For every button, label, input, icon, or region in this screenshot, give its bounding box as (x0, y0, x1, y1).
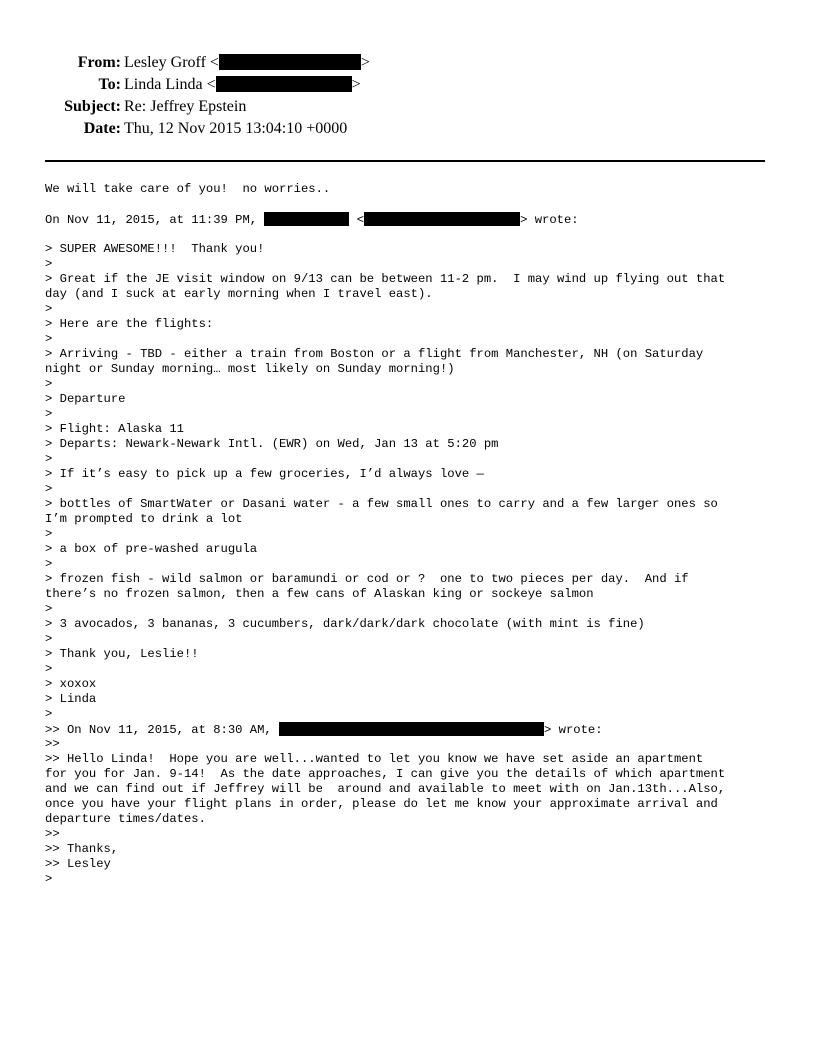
quoted-line: > (45, 332, 53, 346)
quoted-line: > a box of pre-washed arugula (45, 542, 258, 556)
quoted-line: > Thank you, Leslie!! (45, 647, 199, 661)
quoted-line: night or Sunday morning… most likely on Sunday morning!) (45, 362, 455, 376)
quoted-line: > (45, 557, 53, 571)
date-label: Date: (83, 120, 121, 137)
quoted-line: > (45, 662, 53, 676)
email-body (45, 182, 775, 887)
quoted-line: > Arriving - TBD - either a train from Boston or a flight from Manchester, NH (on Saturday (45, 347, 704, 361)
attribution-text: > wrote: (544, 723, 603, 737)
subject-label: Subject: (64, 98, 121, 115)
quoted-line: > 3 avocados, 3 bananas, 3 cucumbers, dark/dark/dark chocolate (with mint is fine) (45, 617, 645, 631)
attribution-text: >> On Nov 11, 2015, at 8:30 AM, (45, 723, 280, 737)
quoted-line: > (45, 707, 53, 721)
quoted-line: once you have your flight plans in order, please do let me know your approximate arrival and (45, 797, 718, 811)
redacted-email-box (216, 76, 352, 92)
quoted-line: > (45, 482, 53, 496)
quoted-line: > (45, 407, 53, 421)
quoted-line: > (45, 602, 53, 616)
quoted-line: departure times/dates. (45, 812, 206, 826)
subject-value: Re: Jeffrey Epstein (124, 98, 247, 115)
redacted-email-box (219, 54, 361, 70)
quoted-line: > (45, 452, 53, 466)
quoted-message (45, 242, 775, 722)
quoted-line: >> (45, 737, 60, 751)
quoted-message-nested (45, 737, 775, 887)
from-close: > (360, 54, 370, 71)
to-close: > (351, 76, 361, 93)
quoted-line: > SUPER AWESOME!!! Thank you! (45, 242, 265, 256)
quoted-line: > (45, 302, 53, 316)
quoted-line: >> Hello Linda! Hope you are well...wanted to let you know we have set aside an apartment (45, 752, 704, 766)
reply-text: We will take care of you! no worries.. (45, 182, 331, 196)
quoted-line: I’m prompted to drink a lot (45, 512, 243, 526)
quoted-line: there’s no frozen salmon, then a few cans of Alaskan king or sockeye salmon (45, 587, 594, 601)
quoted-line: > Departs: Newark-Newark Intl. (EWR) on Wed, Jan 13 at 5:20 pm (45, 437, 499, 451)
quoted-line: and we can find out if Jeffrey will be around and available to meet with on Jan.13th...Also, (45, 782, 726, 796)
quoted-line: > Here are the flights: (45, 317, 214, 331)
quoted-line: > If it’s easy to pick up a few groceries, I’d always love — (45, 467, 484, 481)
redacted-email-box (364, 212, 520, 226)
attribution-line (45, 722, 775, 737)
attribution-text: On Nov 11, 2015, at 11:39 PM, (45, 213, 265, 227)
quoted-line: > Departure (45, 392, 126, 406)
quoted-line: > (45, 872, 53, 886)
quoted-line: > (45, 632, 53, 646)
quoted-line: >> Thanks, (45, 842, 119, 856)
quoted-line: > (45, 527, 53, 541)
redacted-name-box (264, 212, 349, 226)
quoted-line: for you for Jan. 9-14! As the date approaches, I can give you the details of which apartment (45, 767, 726, 781)
to-value: Linda Linda < (124, 76, 216, 93)
quoted-line: > Flight: Alaska 11 (45, 422, 184, 436)
date-value: Thu, 12 Nov 2015 13:04:10 +0000 (124, 120, 348, 137)
quoted-line: > xoxox (45, 677, 97, 691)
attribution-text: < (349, 213, 365, 227)
quoted-line: > bottles of SmartWater or Dasani water - a few small ones to carry and a few larger ones so (45, 497, 718, 511)
quoted-line: > frozen fish - wild salmon or baramundi or cod or ? one to two pieces per day. And if (45, 572, 689, 586)
header-divider (45, 160, 765, 162)
attribution-text: > wrote: (520, 213, 579, 227)
from-label: From: (77, 54, 121, 71)
attribution-line (45, 212, 775, 227)
to-label: To: (98, 76, 121, 93)
quoted-line: >> Lesley (45, 857, 111, 871)
redacted-sender-box (279, 722, 544, 736)
quoted-line: day (and I suck at early morning when I travel east). (45, 287, 433, 301)
from-value: Lesley Groff < (124, 54, 219, 71)
quoted-line: > (45, 257, 53, 271)
quoted-line: > Great if the JE visit window on 9/13 can be between 11-2 pm. I may wind up flying out that (45, 272, 726, 286)
quoted-line: > Linda (45, 692, 97, 706)
quoted-line: > (45, 377, 53, 391)
quoted-line: >> (45, 827, 60, 841)
